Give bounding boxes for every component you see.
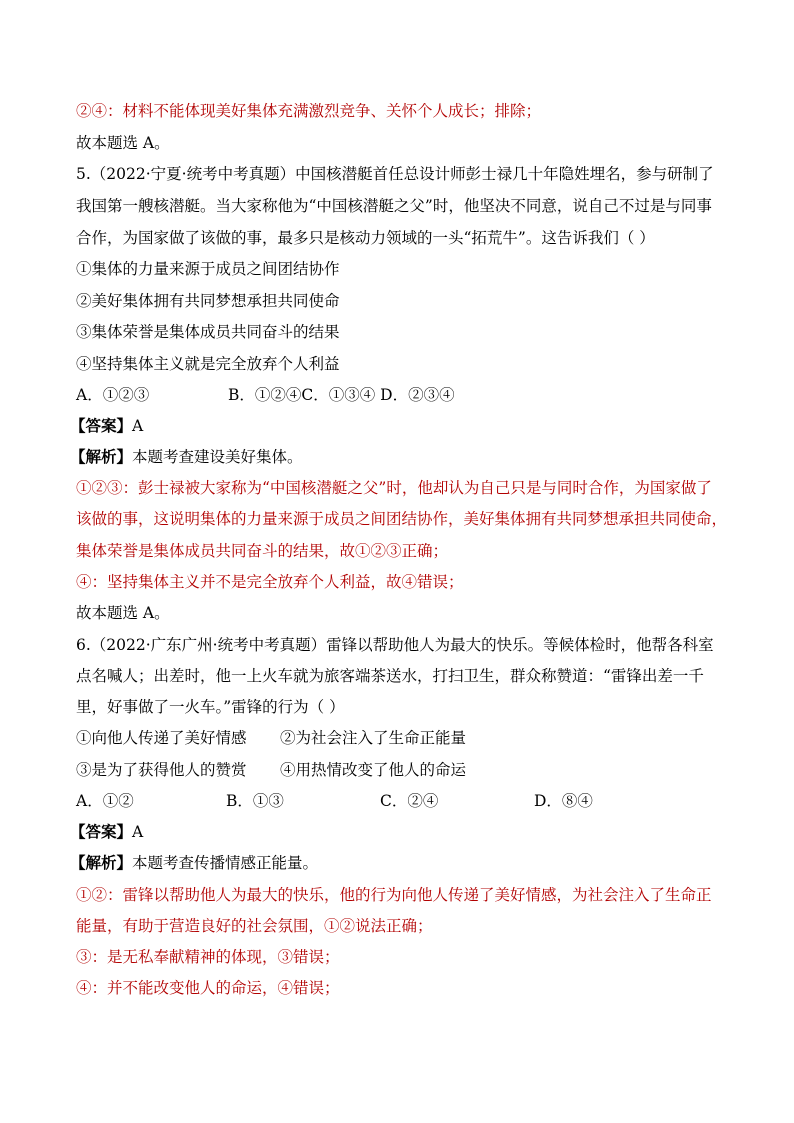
q6-option-c: C．②④ [380, 792, 439, 810]
q5-option-bcd: B．①②④C．①③④ D．②③④ [228, 386, 455, 404]
analysis-topic: 本题考查传播情感正能量。 [132, 854, 319, 872]
q6-option-a: A．①② [76, 792, 134, 810]
analysis-tag: 【解析】 [70, 447, 133, 466]
q5-stem-line2: 我国第一艘核潜艇。当大家称他为“中国核潜艇之父”时，他坚决不同意，说自己不过是与同事 [76, 197, 712, 215]
analysis-tag: 【解析】 [70, 853, 133, 872]
q5-analysis-line1: ①②③：彭士禄被大家称为“中国核潜艇之父”时，他却认为自己只是与同时合作，为国家做了 [76, 479, 712, 497]
q6-statement-4: ④用热情改变了他人的命运 [280, 761, 467, 779]
q6-stem-line2: 点名喊人；出差时，他一上火车就为旅客端茶送水，打扫卫生，群众称赞道：“雷锋出差一千 [76, 667, 704, 685]
answer-tag: 【答案】 [70, 822, 133, 841]
q6-stem-line3: 里，好事做了一火车。”雷锋的行为（ ） [76, 698, 345, 716]
q6-stem-line1: 6.（2022·广东广州·统考中考真题）雷锋以帮助他人为最大的快乐。等候体检时，他帮各科室 [76, 636, 714, 654]
q5-analysis-line2: 该做的事，这说明集体的力量来源于成员之间团结协作，美好集体拥有共同梦想承担共同使命， [76, 510, 728, 528]
q5-stem-line3: 合作，为国家做了该做的事，最多只是核动力领域的一头“拓荒牛”。这告诉我们（ ） [76, 229, 655, 247]
q6-option-b: B．①③ [226, 792, 284, 810]
answer-value: A [132, 417, 144, 435]
analysis-topic: 本题考查建设美好集体。 [132, 448, 303, 466]
q5-statement-1: ①集体的力量来源于成员之间团结协作 [76, 260, 340, 278]
q6-option-d: D．⑧④ [534, 792, 593, 810]
q6-statement-2: ②为社会注入了生命正能量 [280, 729, 467, 747]
q6-analysis-header [70, 853, 318, 873]
q6-statement-1: ①向他人传递了美好情感 [76, 729, 247, 747]
prev-analysis-line: ②④：材料不能体现美好集体充满激烈竞争、关怀个人成长；排除； [76, 102, 542, 120]
q5-statement-2: ②美好集体拥有共同梦想承担共同使命 [76, 292, 340, 310]
q5-analysis-line3: 集体荣誉是集体成员共同奋斗的结果，故①②③正确； [76, 542, 449, 560]
q6-analysis-line2: 能量，有助于营造良好的社会氛围，①②说法正确； [76, 917, 433, 935]
q5-statement-3: ③集体荣誉是集体成员共同奋斗的结果 [76, 323, 340, 341]
q6-answer [70, 822, 143, 842]
q5-conclusion: 故本题选 A。 [76, 604, 170, 622]
q5-analysis-header [70, 447, 303, 467]
q6-analysis-line1: ①②：雷锋以帮助他人为最大的快乐，他的行为向他人传递了美好情感，为社会注入了生命正 [76, 886, 712, 904]
q6-analysis-line3: ③：是无私奉献精神的体现，③错误； [76, 948, 340, 966]
answer-tag: 【答案】 [70, 416, 133, 435]
q6-analysis-line4: ④：并不能改变他人的命运，④错误； [76, 979, 340, 997]
q5-statement-4: ④坚持集体主义就是完全放弃个人利益 [76, 355, 340, 373]
answer-value: A [132, 823, 144, 841]
prev-conclusion: 故本题选 A。 [76, 134, 170, 152]
q5-stem-line1: 5.（2022·宁夏·统考中考真题）中国核潜艇首任总设计师彭士禄几十年隐姓埋名，参与研制了 [76, 165, 714, 183]
q5-analysis-line4: ④：坚持集体主义并不是完全放弃个人利益，故④错误； [76, 573, 464, 591]
q6-statement-3: ③是为了获得他人的赞赏 [76, 761, 247, 779]
q5-option-a: A．①②③ [76, 386, 150, 404]
q5-answer [70, 416, 143, 436]
